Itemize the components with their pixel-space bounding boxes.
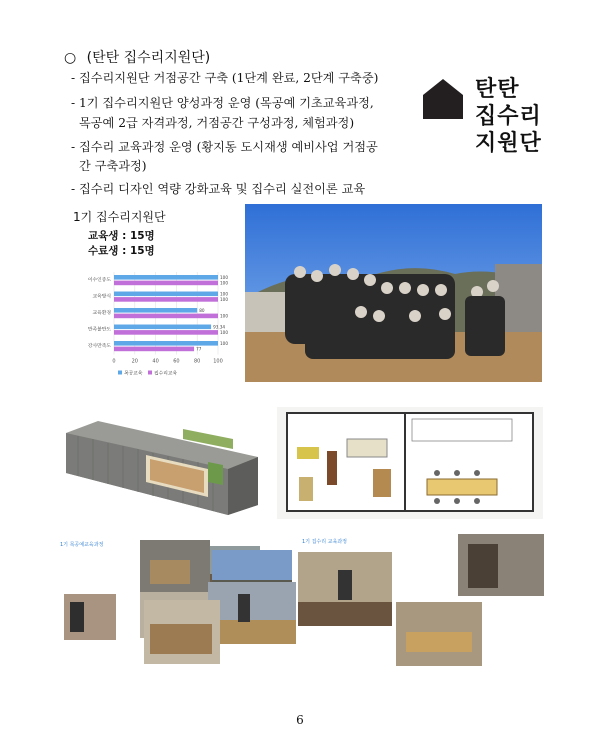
bar-repair	[114, 347, 194, 352]
bullet-3: - 집수리 교육과정 운영 (황지동 도시재생 예비사업 거점공	[71, 140, 378, 154]
bar-woodwork	[114, 341, 218, 346]
category-label: 만족불만도	[87, 327, 111, 333]
completed-count: 수료생 : 15명	[88, 245, 155, 257]
x-tick-label: 100	[213, 358, 223, 365]
x-tick-label: 20	[131, 358, 138, 365]
trained-count: 교육생 : 15명	[88, 230, 155, 242]
section-heading	[64, 47, 210, 67]
container-3d-render	[58, 407, 269, 519]
floor-plan-drawing	[277, 407, 543, 519]
bar-value-label: 100	[220, 275, 228, 280]
bar-value-label: 80	[199, 308, 205, 313]
logo-line-3: 지원단	[475, 131, 542, 156]
logo-line-2: 집수리	[475, 104, 542, 129]
bullet-4: - 집수리 디자인 역량 강화교육 및 집수리 실전이론 교육	[71, 182, 366, 196]
heading-marker: ○	[64, 50, 77, 66]
category-label: 강사만족도	[87, 344, 111, 349]
category-label: 이수인증도	[87, 278, 111, 283]
legend-swatch	[118, 371, 122, 375]
chart-card-title: 1기 집수리지원단	[73, 210, 166, 224]
collage-label-repair: 1기 집수리 교육과정	[302, 539, 348, 545]
bar-woodwork	[114, 325, 211, 330]
legend-swatch	[148, 371, 152, 375]
bar-value-label: 100	[220, 280, 228, 286]
category-label: 교육방식	[92, 294, 111, 300]
bullet-1: - 집수리지원단 거점공간 구축 (1단계 완료, 2단계 구축중)	[71, 71, 379, 85]
bar-value-label: 100	[220, 291, 228, 297]
activity-photo-collage	[58, 532, 548, 672]
bar-value-label: 100	[220, 341, 228, 346]
photo-deck	[208, 582, 296, 644]
bar-value-label: 100	[220, 330, 228, 336]
photo-repair-3	[396, 602, 482, 666]
bar-value-label: 100	[220, 297, 228, 303]
bar-repair	[114, 314, 218, 319]
photo-interior	[144, 600, 220, 664]
bar-repair	[114, 330, 218, 335]
collage-label-woodwork: 1기 목공예교육과정	[60, 542, 104, 548]
bullet-3-cont: 간 구축과정)	[79, 159, 147, 173]
heading-text: (탄탄 집수리지원단)	[86, 50, 211, 66]
survey-bar-chart	[58, 266, 238, 388]
logo-wordmark	[475, 76, 542, 157]
photo-workshop-1	[140, 540, 210, 592]
logo-line-1: 탄탄	[475, 77, 520, 102]
bar-value-label: 93.34	[213, 324, 226, 330]
house-logo-icon	[423, 79, 463, 119]
x-tick-label: 80	[194, 358, 201, 365]
category-label: 교육환경	[92, 311, 111, 316]
bar-value-label: 100	[220, 313, 228, 319]
bar-repair	[114, 281, 218, 286]
bar-repair	[114, 297, 218, 302]
bullet-2-cont: 목공예 2급 자격과정, 거점공간 구성과정, 체험과정)	[79, 116, 355, 130]
bullet-2: - 1기 집수리지원단 양성과정 운영 (목공예 기초교육과정,	[71, 96, 374, 110]
x-tick-label: 40	[152, 358, 159, 365]
bar-woodwork	[114, 292, 218, 297]
x-tick-label: 60	[173, 358, 180, 365]
bar-woodwork	[114, 275, 218, 280]
photo-repair-2	[458, 534, 544, 596]
bar-value-label: 77	[196, 346, 202, 352]
page-number: 6	[296, 713, 304, 727]
team-group-photo	[245, 204, 542, 382]
x-tick-label: 0	[112, 358, 116, 365]
legend-label: 집수리교육	[154, 371, 178, 377]
photo-repair-1	[298, 552, 392, 626]
bar-woodwork	[114, 308, 197, 313]
photo-desk	[64, 594, 116, 640]
legend-label: 목공교육	[124, 371, 143, 377]
